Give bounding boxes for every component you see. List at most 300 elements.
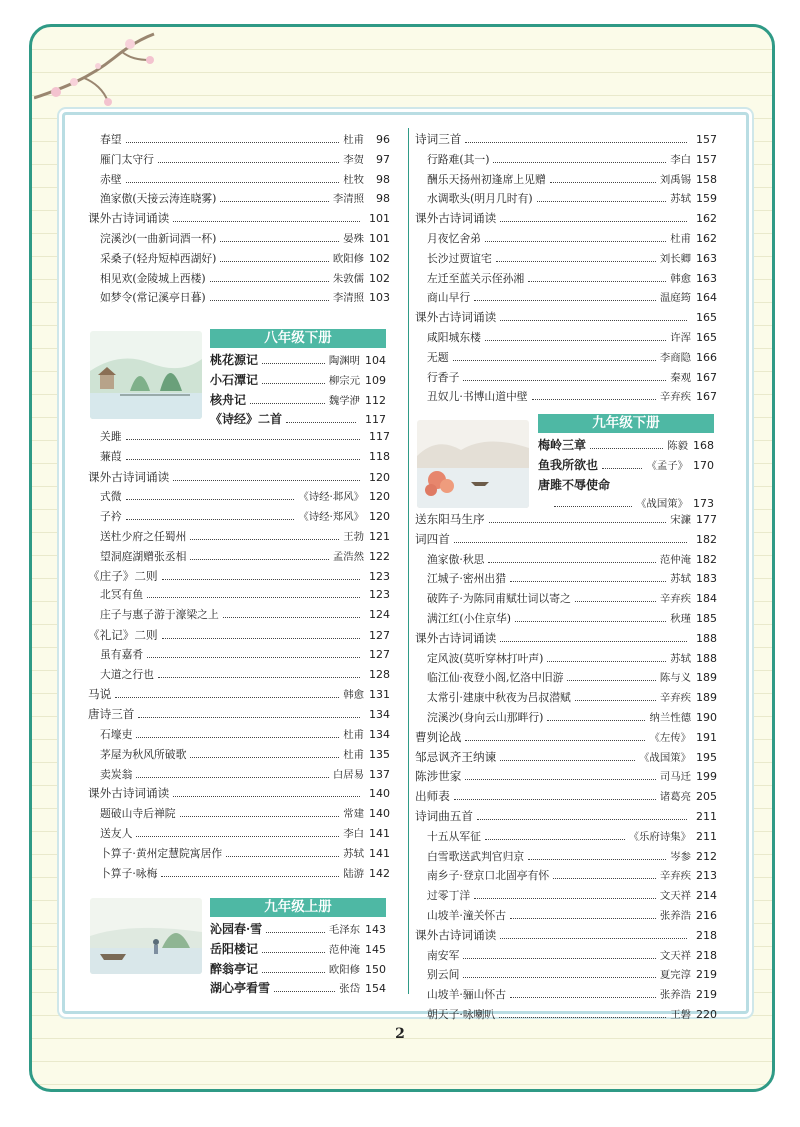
entry-title: 子衿 — [100, 510, 122, 524]
entry-page: 212 — [696, 849, 717, 863]
leader-dots — [223, 617, 360, 618]
entry-author: 杜甫 — [343, 748, 364, 761]
leader-dots — [147, 597, 360, 598]
toc-left-top — [88, 131, 390, 309]
entry-page: 103 — [369, 291, 390, 305]
entry-title: 梅岭三章 — [538, 438, 587, 452]
entry-author: 刘长卿 — [659, 252, 691, 265]
entry-author: 王勃 — [343, 530, 364, 543]
entry-title: 春望 — [100, 133, 122, 146]
entry-page: 117 — [365, 413, 386, 427]
entry-title: 行路难(其一) — [427, 152, 490, 166]
toc-sub-entry[interactable] — [88, 528, 390, 548]
entry-title: 题破山寺后禅院 — [100, 807, 176, 821]
entry-page: 167 — [696, 390, 717, 404]
entry-title: 山坡羊·潼关怀古 — [427, 908, 507, 922]
toc-sub-entry[interactable] — [415, 151, 717, 171]
toc-entry[interactable] — [415, 788, 717, 808]
leader-dots — [210, 300, 329, 301]
leader-dots — [463, 380, 666, 381]
entry-author: 宋濂 — [670, 514, 691, 526]
entry-page: 214 — [696, 889, 717, 903]
entry-title: 江城子·密州出猎 — [427, 572, 507, 586]
entry-page: 124 — [369, 608, 390, 622]
toc-sub-entry[interactable] — [88, 270, 390, 290]
entry-title: 北冥有鱼 — [100, 588, 144, 602]
toc-sub-entry[interactable] — [415, 669, 717, 689]
toc-entry[interactable] — [88, 627, 390, 647]
entry-page: 184 — [696, 592, 717, 606]
leader-dots — [485, 340, 666, 341]
entry-author: 常建 — [343, 808, 364, 821]
entry-title: 桃花源记 — [210, 353, 259, 367]
entry-author: 张养浩 — [659, 909, 691, 922]
entry-author: 白居易 — [332, 768, 364, 781]
toc-sub-entry[interactable] — [415, 650, 717, 670]
entry-author: 苏轼 — [670, 193, 691, 206]
entry-title: 浣溪沙(身向云山那畔行) — [427, 710, 544, 724]
toc-entry[interactable] — [415, 749, 717, 769]
toc-entry[interactable] — [538, 436, 714, 456]
entry-page: 190 — [696, 710, 717, 724]
toc-sub-entry[interactable] — [415, 1006, 717, 1026]
entry-title: 卖炭翁 — [100, 767, 133, 781]
leader-dots — [510, 581, 666, 582]
toc-sub-entry[interactable] — [415, 610, 717, 630]
entry-page: 159 — [696, 192, 717, 206]
leader-dots — [158, 677, 360, 678]
toc-sub-entry[interactable] — [415, 986, 717, 1006]
entry-title: 出师表 — [415, 789, 450, 804]
leader-dots — [547, 720, 645, 721]
entry-title: 课外古诗词诵读 — [415, 310, 497, 325]
entry-title: 小石潭记 — [210, 372, 259, 387]
entry-page: 191 — [696, 730, 717, 744]
entry-page: 131 — [369, 688, 390, 702]
leader-dots — [126, 182, 340, 183]
entry-page: 137 — [369, 767, 390, 781]
leader-dots — [515, 621, 666, 622]
toc-entry[interactable] — [88, 210, 390, 230]
leader-dots — [162, 579, 360, 580]
leader-dots — [528, 859, 666, 860]
entry-page: 163 — [696, 271, 717, 285]
entry-title: 商山早行 — [427, 291, 471, 305]
toc-entry[interactable] — [210, 391, 386, 411]
toc-sub-entry[interactable] — [415, 947, 717, 967]
toc-entry[interactable] — [415, 531, 717, 551]
leader-dots — [173, 796, 360, 797]
toc-sub-entry[interactable] — [415, 867, 717, 887]
entry-page: 218 — [696, 948, 717, 962]
entry-author: 《孟子》 — [646, 459, 688, 472]
entry-title: 采桑子(轻舟短棹西湖好) — [100, 251, 217, 265]
entry-page: 123 — [369, 588, 390, 602]
toc-sub-entry[interactable] — [88, 845, 390, 865]
banner2-items — [210, 920, 386, 999]
entry-title: 长沙过贾谊宅 — [427, 251, 492, 265]
entry-author: 孟浩然 — [332, 550, 364, 563]
entry-author: 《左传》 — [649, 731, 691, 744]
leader-dots — [567, 680, 655, 681]
toc-entry[interactable] — [210, 920, 386, 940]
leader-dots — [510, 918, 656, 919]
toc-sub-entry[interactable] — [415, 689, 717, 709]
entry-page: 140 — [369, 787, 390, 801]
leader-dots — [266, 932, 325, 933]
toc-entry[interactable] — [210, 410, 386, 430]
entry-author: 辛弃疾 — [659, 593, 691, 606]
toc-sub-entry[interactable] — [88, 587, 390, 607]
toc-entry[interactable] — [210, 960, 386, 980]
toc-sub-entry[interactable] — [88, 151, 390, 171]
toc-entry[interactable] — [415, 131, 717, 151]
entry-title: 定风波(莫听穿林打叶声) — [427, 651, 544, 665]
toc-entry[interactable] — [415, 927, 717, 947]
entry-author: 杜甫 — [670, 232, 691, 245]
entry-title: 鱼我所欲也 — [538, 457, 599, 472]
toc-entry[interactable] — [88, 686, 390, 706]
entry-author: 王磐 — [670, 1008, 691, 1021]
entry-title: 别云间 — [427, 968, 460, 982]
entry-page: 182 — [696, 552, 717, 566]
entry-page: 216 — [696, 908, 717, 922]
entry-title: 卜算子·黄州定慧院寓居作 — [100, 846, 223, 860]
page-number: 2 — [395, 1026, 405, 1042]
entry-title: 石壕吏 — [100, 727, 133, 741]
entry-page: 142 — [369, 866, 390, 880]
entry-page: 183 — [696, 572, 717, 586]
toc-sub-entry[interactable] — [415, 230, 717, 250]
entry-title: 月夜忆舍弟 — [427, 231, 481, 245]
toc-entry[interactable] — [415, 808, 717, 828]
entry-page: 165 — [696, 311, 717, 325]
leader-dots — [463, 977, 655, 978]
toc-sub-entry[interactable] — [88, 488, 390, 508]
entry-author: 毛泽东 — [328, 924, 360, 936]
entry-author: 苏轼 — [670, 652, 691, 665]
toc-sub-entry[interactable] — [88, 171, 390, 191]
toc-sub-entry[interactable] — [88, 667, 390, 687]
leader-dots — [454, 799, 656, 800]
leader-dots — [489, 522, 667, 523]
entry-author: 诸葛亮 — [659, 791, 691, 804]
leader-dots — [496, 261, 656, 262]
leader-dots — [173, 480, 360, 481]
toc-sub-entry[interactable] — [415, 551, 717, 571]
leader-dots — [138, 717, 360, 718]
entry-author: 魏学洢 — [328, 394, 360, 407]
toc-entry[interactable] — [415, 630, 717, 650]
toc-sub-entry[interactable] — [88, 250, 390, 270]
leader-dots — [500, 320, 687, 321]
entry-page: 96 — [376, 133, 390, 146]
leader-dots — [575, 700, 656, 701]
entry-title: 词四首 — [415, 531, 450, 546]
entry-page: 167 — [696, 370, 717, 384]
entry-title: 赤壁 — [100, 172, 122, 186]
toc-sub-entry[interactable] — [415, 270, 717, 290]
entry-page: 109 — [365, 373, 386, 387]
landscape-illustration-1 — [90, 331, 202, 419]
toc-sub-entry[interactable] — [415, 388, 717, 408]
leader-dots — [173, 221, 360, 222]
entry-title: 沁园春·雪 — [210, 922, 263, 936]
toc-sub-entry[interactable] — [415, 887, 717, 907]
landscape-illustration-3 — [417, 420, 529, 508]
toc-sub-entry[interactable] — [88, 647, 390, 667]
entry-author: 辛弃疾 — [659, 692, 691, 705]
leader-dots — [262, 952, 325, 953]
entry-author: 陆游 — [343, 867, 364, 880]
entry-title: 浣溪沙(一曲新词酒一杯) — [100, 231, 217, 245]
toc-entry[interactable] — [415, 768, 717, 788]
leader-dots — [262, 383, 325, 384]
entry-page: 218 — [696, 928, 717, 942]
entry-title: 湖心亭看雪 — [210, 981, 271, 996]
entry-title: 邹忌讽齐王纳谏 — [415, 749, 497, 764]
toc-entry[interactable] — [415, 309, 717, 329]
toc-sub-entry[interactable] — [88, 746, 390, 766]
toc-entry[interactable] — [210, 979, 386, 999]
entry-page: 112 — [365, 393, 386, 407]
leader-dots — [250, 403, 325, 404]
leader-dots — [210, 281, 329, 282]
entry-page: 104 — [365, 354, 386, 367]
entry-title: 雁门太守行 — [100, 152, 154, 166]
toc-right-rest — [415, 511, 717, 1026]
entry-title: 醉翁亭记 — [210, 961, 259, 976]
toc-sub-entry[interactable] — [88, 508, 390, 528]
toc-entry[interactable] — [210, 351, 386, 371]
entry-page: 150 — [365, 962, 386, 976]
toc-sub-entry[interactable] — [415, 570, 717, 590]
entry-author: 文天祥 — [659, 949, 691, 962]
entry-author: 秦观 — [670, 371, 691, 384]
entry-author: 范仲淹 — [659, 553, 691, 566]
entry-page: 154 — [365, 982, 386, 996]
entry-page: 220 — [696, 1007, 717, 1021]
entry-title: 茅屋为秋风所破歌 — [100, 747, 187, 761]
entry-author: 苏轼 — [670, 573, 691, 586]
toc-sub-entry[interactable] — [88, 449, 390, 469]
entry-page: 102 — [369, 251, 390, 265]
toc-entry[interactable] — [415, 729, 717, 749]
toc-entry[interactable] — [538, 456, 714, 476]
leader-dots — [158, 162, 339, 163]
leader-dots — [493, 162, 666, 163]
entry-title: 送杜少府之任蜀州 — [100, 529, 187, 543]
leader-dots — [180, 816, 340, 817]
entry-page: 143 — [365, 923, 386, 936]
toc-sub-entry[interactable] — [88, 865, 390, 885]
entry-title: 行香子 — [427, 370, 460, 384]
toc-entry[interactable] — [88, 706, 390, 726]
entry-page: 219 — [696, 988, 717, 1002]
entry-page: 189 — [696, 671, 717, 685]
toc-sub-entry[interactable] — [88, 131, 390, 151]
entry-page: 163 — [696, 251, 717, 265]
entry-author: 苏轼 — [343, 847, 364, 860]
entry-page: 211 — [696, 809, 717, 823]
leader-dots — [532, 399, 656, 400]
toc-sub-entry[interactable] — [415, 250, 717, 270]
toc-sub-entry[interactable] — [88, 190, 390, 210]
leader-dots — [262, 363, 325, 364]
entry-page: 121 — [369, 529, 390, 543]
entry-author: 李清照 — [332, 292, 364, 305]
banner3-items — [538, 436, 714, 476]
entry-title: 送友人 — [100, 826, 133, 840]
entry-title: 水调歌头(明月几时有) — [427, 192, 533, 206]
entry-author: 刘禹锡 — [659, 173, 691, 186]
leader-dots — [126, 142, 340, 143]
entry-title: 《礼记》二则 — [88, 627, 158, 642]
entry-title: 课外古诗词诵读 — [415, 927, 497, 942]
entry-author: 柳宗元 — [328, 374, 360, 387]
leader-dots — [465, 142, 687, 143]
entry-title: 诗词三首 — [415, 132, 462, 146]
toc-entry[interactable] — [210, 371, 386, 391]
entry-title: 《庄子》二则 — [88, 568, 158, 583]
toc-entry-continuation[interactable]: 《战国策》 173 — [538, 495, 714, 515]
entry-title: 如梦令(常记溪亭日暮) — [100, 291, 206, 305]
toc-sub-entry[interactable] — [88, 548, 390, 568]
toc-sub-entry[interactable] — [88, 805, 390, 825]
leader-dots — [485, 241, 666, 242]
entry-page: 134 — [369, 708, 390, 722]
entry-title: 陈涉世家 — [415, 769, 462, 784]
entry-author: 《诗经·邶风》 — [298, 491, 364, 504]
entry-page: 134 — [369, 727, 390, 741]
leader-dots — [500, 760, 635, 761]
entry-page: 157 — [696, 152, 717, 166]
entry-page: 102 — [369, 271, 390, 285]
entry-title: 课外古诗词诵读 — [415, 211, 497, 226]
entry-page: 185 — [696, 611, 717, 625]
grade-banner-8b: 八年级下册 — [210, 329, 386, 348]
entry-page: 195 — [696, 750, 717, 764]
toc-sub-entry[interactable] — [88, 726, 390, 746]
entry-page: 177 — [696, 513, 717, 526]
entry-page: 219 — [696, 968, 717, 982]
entry-title: 朝天子·咏喇叭 — [427, 1007, 496, 1021]
entry-author: 李清照 — [332, 193, 364, 206]
entry-title: 白雪歌送武判官归京 — [427, 849, 525, 863]
entry-page: 120 — [369, 470, 390, 484]
entry-page: 97 — [376, 152, 390, 166]
plum-branch-illustration — [34, 30, 174, 110]
toc-sub-entry[interactable] — [415, 289, 717, 309]
toc-entry[interactable]: 唐雎不辱使命 — [538, 477, 611, 492]
toc-sub-entry[interactable] — [415, 590, 717, 610]
leader-dots — [126, 519, 295, 520]
entry-author: 《乐府诗集》 — [628, 830, 691, 843]
toc-entry[interactable] — [88, 568, 390, 588]
entry-page: 165 — [696, 330, 717, 344]
entry-page: 182 — [696, 532, 717, 546]
leader-dots — [136, 737, 339, 738]
leader-dots — [262, 972, 325, 973]
entry-title: 课外古诗词诵读 — [88, 211, 170, 226]
toc-sub-entry[interactable] — [415, 828, 717, 848]
entry-title: 卜算子·咏梅 — [100, 866, 158, 880]
toc-sub-entry[interactable] — [415, 709, 717, 729]
toc-right-top — [415, 131, 717, 408]
toc-entry[interactable] — [210, 940, 386, 960]
toc-sub-entry[interactable] — [415, 171, 717, 191]
leader-dots — [274, 991, 335, 992]
entry-author: 许浑 — [670, 331, 691, 344]
leader-dots — [465, 779, 655, 780]
toc-sub-entry[interactable] — [415, 369, 717, 389]
toc-entry[interactable] — [415, 511, 717, 531]
toc-sub-entry[interactable] — [415, 349, 717, 369]
leader-dots — [474, 300, 656, 301]
leader-dots — [510, 997, 656, 998]
leader-dots — [463, 958, 655, 959]
entry-title: 虽有嘉肴 — [100, 647, 144, 661]
toc-sub-entry[interactable] — [415, 190, 717, 210]
entry-author: 文天祥 — [659, 890, 691, 903]
entry-title: 送东阳马生序 — [415, 512, 485, 526]
entry-page: 101 — [369, 231, 390, 245]
entry-author: 岑参 — [670, 850, 691, 863]
entry-title: 无题 — [427, 350, 449, 364]
entry-author: 李贺 — [343, 153, 364, 166]
entry-title: 太常引·建康中秋夜为吕叔潜赋 — [427, 691, 571, 705]
toc-entry[interactable] — [88, 785, 390, 805]
toc-sub-entry[interactable] — [415, 907, 717, 927]
entry-author: 陈毅 — [667, 440, 688, 452]
entry-author: 夏完淳 — [659, 969, 691, 982]
leader-dots — [499, 1017, 666, 1018]
toc-sub-entry[interactable] — [88, 766, 390, 786]
toc-sub-entry[interactable] — [88, 825, 390, 845]
toc-sub-entry[interactable] — [88, 230, 390, 250]
toc-entry[interactable] — [88, 469, 390, 489]
toc-sub-entry[interactable] — [415, 329, 717, 349]
leader-dots — [161, 876, 339, 877]
entry-page: 188 — [696, 651, 717, 665]
toc-sub-entry[interactable] — [415, 966, 717, 986]
entry-author: 陶渊明 — [328, 355, 360, 367]
entry-title: 十五从军征 — [427, 829, 481, 843]
toc-entry[interactable] — [415, 210, 717, 230]
toc-sub-entry[interactable] — [415, 848, 717, 868]
entry-title: 核舟记 — [210, 392, 247, 407]
entry-page: 98 — [376, 172, 390, 186]
leader-dots — [190, 539, 339, 540]
leader-dots — [528, 281, 666, 282]
entry-author: 辛弃疾 — [659, 870, 691, 883]
entry-title: 左迁至蓝关示侄孙湘 — [427, 271, 525, 285]
entry-author: 温庭筠 — [659, 292, 691, 305]
entry-title: 课外古诗词诵读 — [88, 469, 170, 484]
toc-sub-entry[interactable] — [88, 429, 390, 449]
entry-title: 庄子与惠子游于濠梁之上 — [100, 608, 219, 622]
entry-author: 欧阳修 — [328, 963, 360, 976]
toc-sub-entry[interactable] — [88, 607, 390, 627]
entry-page: 120 — [369, 490, 390, 504]
entry-author: 张养浩 — [659, 989, 691, 1002]
leader-dots — [147, 657, 360, 658]
toc-sub-entry[interactable] — [88, 289, 390, 309]
entry-title: 望洞庭湖赠张丞相 — [100, 549, 187, 563]
entry-author: 纳兰性德 — [649, 711, 691, 724]
entry-title: 课外古诗词诵读 — [88, 786, 170, 801]
entry-author: 《战国策》 — [639, 751, 691, 764]
